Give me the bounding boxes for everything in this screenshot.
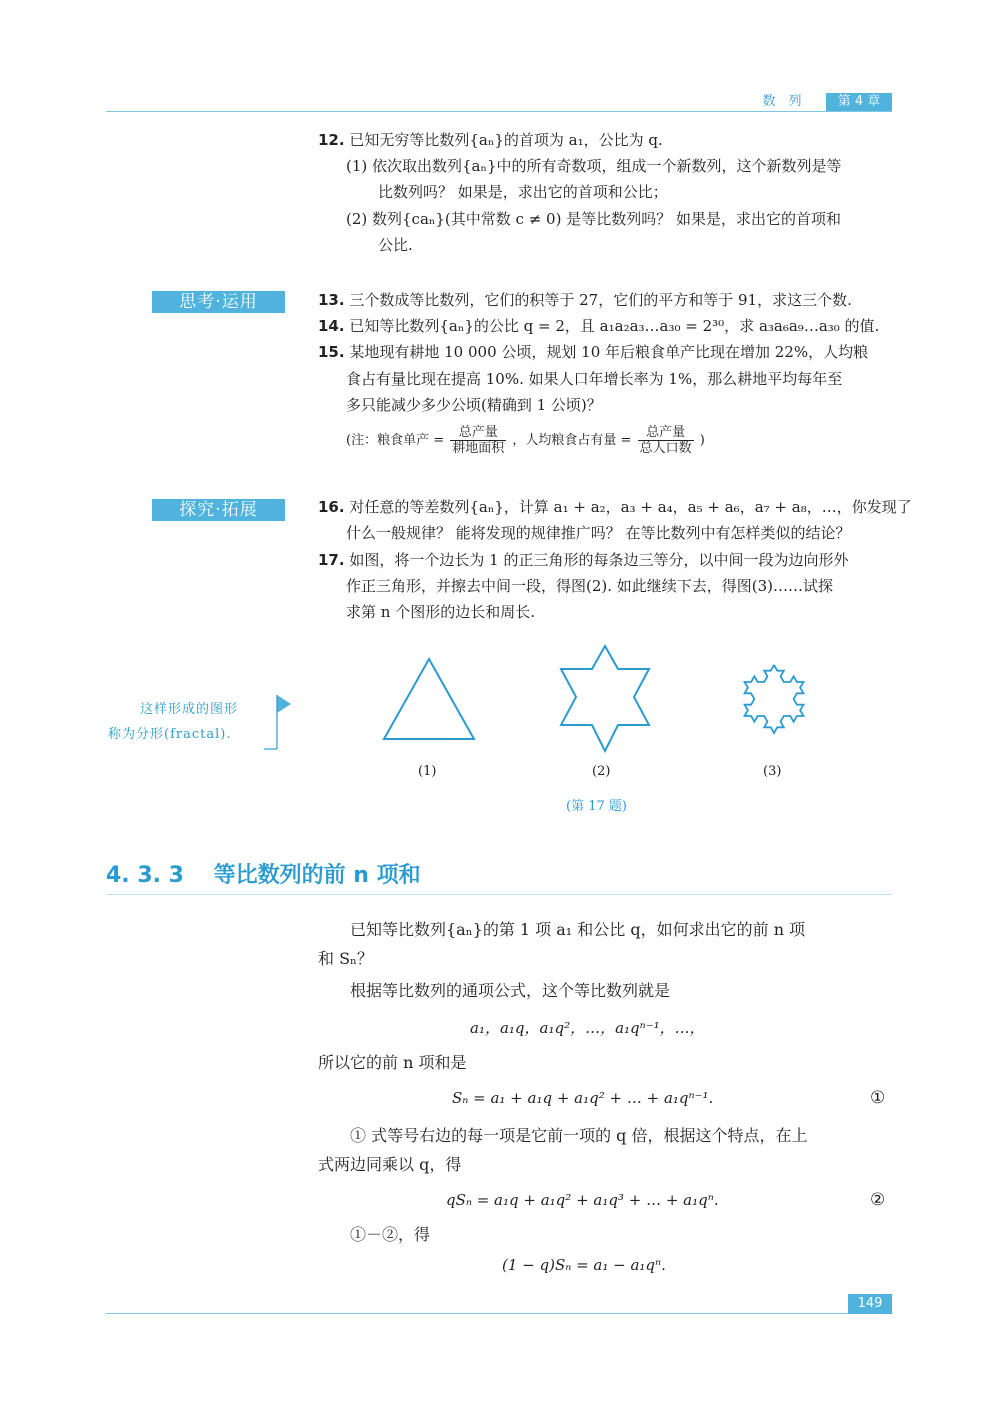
header-section: 数 列 — [762, 94, 802, 109]
problem-number: 12. — [318, 131, 345, 149]
problem-17 — [318, 547, 848, 573]
fraction-numerator: 总产量 — [638, 425, 694, 441]
section-rule — [106, 894, 892, 895]
side-note-line1: 这样形成的图形 — [140, 702, 239, 717]
header-rule — [106, 111, 892, 112]
problem-15-line3: 多只能减少多少公顷(精确到 1 公顷)？ — [346, 396, 602, 414]
problem-16-line2: 什么一般规律？ 能将发现的规律推广吗？ 在等比数列中有怎样类似的结论？ — [346, 524, 851, 542]
note-text: (注：粮食单产 = — [346, 433, 445, 448]
page-number: 149 — [848, 1294, 892, 1314]
figure-star — [550, 643, 660, 755]
body-paragraph-5: ①－②，得 — [350, 1225, 431, 1244]
problem-text: 对任意的等差数列{aₙ}，计算 a₁ + a₂，a₃ + a₄，a₅ + a₆，a₇ + a₈，…，你发现了 — [349, 498, 912, 516]
equation-2: qSₙ = a₁q + a₁q² + a₁q³ + … + a₁qⁿ. — [446, 1191, 719, 1209]
problem-text: 已知无穷等比数列{aₙ}的首项为 a₁，公比为 q. — [349, 131, 663, 149]
body-paragraph-4-cont: 式两边同乘以 q，得 — [318, 1155, 462, 1174]
problem-12 — [318, 127, 663, 153]
equation-3: (1 − q)Sₙ = a₁ − a₁qⁿ. — [502, 1256, 666, 1274]
fraction-denominator: 耕地面积 — [452, 441, 505, 456]
problem-text: 已知等比数列{aₙ}的公比 q = 2，且 a₁a₂a₃…a₃₀ = 2³⁰，求 a₃a₆a₉…a₃₀ 的值. — [349, 317, 880, 335]
fraction-yield — [450, 425, 506, 456]
section-tag-think-apply: 思考·运用 — [152, 291, 285, 313]
fraction-numerator: 总产量 — [450, 425, 506, 441]
problem-12-part1: (1) 依次取出数列{aₙ}中的所有奇数项，组成一个新数列，这个新数列是等 — [346, 157, 842, 175]
problem-13 — [318, 287, 852, 313]
sequence-formula: a₁，a₁q，a₁q²，…，a₁qⁿ⁻¹，…， — [470, 1019, 705, 1037]
problem-number: 17. — [318, 551, 345, 569]
problem-12-part1-cont: 比数列吗？ 如果是，求出它的首项和公比； — [378, 183, 668, 201]
problem-12-part2-cont: 公比. — [378, 236, 413, 254]
problem-number: 14. — [318, 317, 345, 335]
problem-12-part2: (2) 数列{caₙ}(其中常数 c ≠ 0) 是等比数列吗？ 如果是，求出它的首项和 — [346, 210, 841, 228]
section-number: 4. 3. 3 — [106, 863, 184, 888]
problem-16 — [318, 494, 912, 520]
note-text: ) — [699, 433, 705, 448]
flag-icon — [262, 693, 292, 751]
problem-17-line3: 求第 n 个图形的边长和周长. — [346, 603, 535, 621]
problem-17-line2: 作正三角形，并擦去中间一段，得图(2). 如此继续下去，得图(3)……试探 — [346, 577, 834, 595]
footer-rule — [106, 1313, 892, 1314]
fraction-per-capita — [638, 425, 694, 456]
figure-label-3: (3) — [763, 764, 782, 779]
figure-label-2: (2) — [592, 764, 611, 779]
body-paragraph-1: 已知等比数列{aₙ}的第 1 项 a₁ 和公比 q，如何求出它的前 n 项 — [350, 920, 806, 939]
figure-label-1: (1) — [418, 764, 437, 779]
problem-text: 三个数成等比数列，它们的积等于 27，它们的平方和等于 91，求这三个数. — [349, 291, 852, 309]
body-paragraph-4: ① 式等号右边的每一项是它前一项的 q 倍，根据这个特点，在上 — [350, 1126, 808, 1145]
fraction-denominator: 总人口数 — [639, 441, 692, 456]
body-paragraph-2: 根据等比数列的通项公式，这个等比数列就是 — [350, 981, 671, 1000]
problem-15 — [318, 339, 868, 365]
problem-text: 如图，将一个边长为 1 的正三角形的每条边三等分，以中间一段为边向形外 — [349, 551, 849, 569]
body-paragraph-3: 所以它的前 n 项和是 — [318, 1053, 467, 1072]
equation-1: Sₙ = a₁ + a₁q + a₁q² + … + a₁qⁿ⁻¹. — [452, 1089, 714, 1107]
header-chapter: 第 4 章 — [826, 93, 892, 111]
problem-number: 13. — [318, 291, 345, 309]
problem-15-line2: 食占有量比现在提高 10%. 如果人口年增长率为 1%，那么耕地平均每年至 — [346, 370, 843, 388]
problem-text: 某地现有耕地 10 000 公顷，规划 10 年后粮食单产比现在增加 22%，人均粮 — [349, 343, 869, 361]
note-text: ，人均粮食占有量 = — [512, 433, 632, 448]
figure-caption: (第 17 题) — [566, 799, 627, 814]
section-heading — [106, 858, 421, 889]
side-note-line2: 称为分形(fractal). — [108, 727, 232, 742]
problem-14 — [318, 313, 879, 339]
section-tag-explore-extend: 探究·拓展 — [152, 499, 285, 521]
problem-15-note — [346, 425, 705, 456]
figure-triangle — [380, 655, 478, 743]
equation-marker-2: ② — [870, 1190, 886, 1210]
problem-number: 15. — [318, 343, 345, 361]
equation-marker-1: ① — [870, 1088, 886, 1108]
problem-number: 16. — [318, 498, 345, 516]
figure-koch-snowflake — [718, 643, 830, 755]
body-paragraph-1-cont: 和 Sₙ？ — [318, 949, 373, 968]
section-title: 等比数列的前 n 项和 — [213, 863, 421, 888]
